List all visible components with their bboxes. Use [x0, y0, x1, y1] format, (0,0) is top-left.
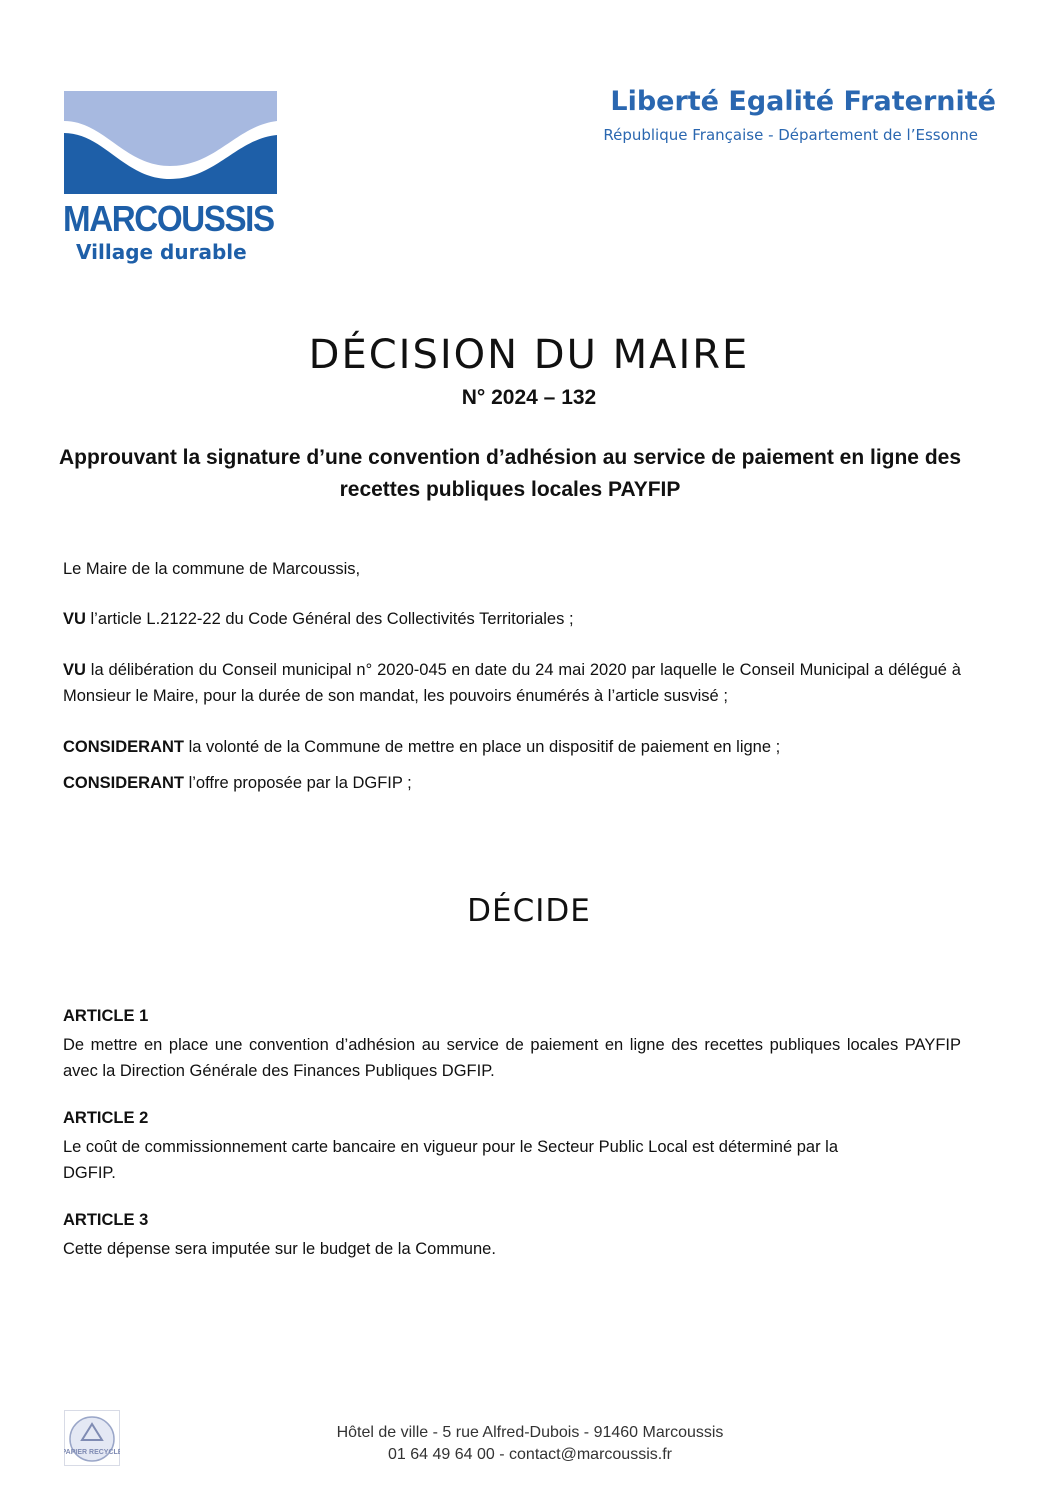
preamble-vu-1: [63, 606, 961, 632]
vu-keyword: VU: [63, 610, 86, 628]
article-2-heading: ARTICLE 2: [63, 1109, 149, 1127]
article-3-heading: ARTICLE 3: [63, 1211, 149, 1229]
considerant-keyword: CONSIDERANT: [63, 738, 185, 756]
vu-text: l’article L.2122-22 du Code Général des Collectivités Territoriales ;: [85, 610, 574, 628]
preamble-intro: Le Maire de la commune de Marcoussis,: [63, 560, 361, 578]
considerant-keyword: CONSIDERANT: [63, 774, 185, 792]
logo-tagline: Village durable: [76, 240, 247, 264]
marcoussis-logo: [63, 90, 278, 265]
considerant-text: la volonté de la Commune de mettre en place un dispositif de paiement en ligne ;: [184, 738, 781, 756]
considerant-text: l’offre proposée par la DGFIP ;: [184, 774, 412, 792]
footer-address: Hôtel de ville - 5 rue Alfred-Dubois - 91460 Marcoussis: [336, 1424, 724, 1441]
preamble-vu-2: [63, 657, 961, 709]
wave-logo-icon: [64, 91, 277, 194]
article-2-line-1: Le coût de commissionnement carte bancaire en vigueur pour le Secteur Public Local est déterminé par la: [63, 1138, 839, 1156]
vu-text: la délibération du Conseil municipal n° 2020-045 en date du 24 mai 2020 par laquelle le Conseil Municipal a délégué à Monsieur le Maire, pour la durée de son mandat, les pouvoirs énumérés à l’article susvisé ;: [63, 661, 961, 705]
preamble-considerant-1: [63, 734, 961, 760]
article-2-line-2: DGFIP.: [63, 1164, 116, 1182]
article-1-text: De mettre en place une convention d’adhésion au service de paiement en ligne des recettes publiques locales PAYFIP avec la Direction Générale des Finances Publiques DGFIP.: [63, 1036, 961, 1080]
vu-keyword: VU: [63, 661, 86, 679]
logo-name: MARCOUSSIS: [63, 198, 274, 239]
decide-heading: DÉCIDE: [467, 893, 591, 929]
republic-motto: Liberté Egalité Fraternité: [610, 86, 996, 117]
recycle-label: PAPIER RECYCLÉ: [64, 1449, 120, 1456]
article-1-heading: ARTICLE 1: [63, 1007, 149, 1025]
article-3-text: Cette dépense sera imputée sur le budget de la Commune.: [63, 1240, 496, 1258]
decision-number: N° 2024 – 132: [461, 386, 597, 409]
footer-contact: 01 64 49 64 00 - contact@marcoussis.fr: [388, 1446, 672, 1463]
republic-subtitle: République Française - Département de l’Essonne: [603, 126, 978, 144]
preamble-considerant-2: [63, 770, 961, 796]
decision-subject: Approuvant la signature d’une convention d’adhésion au service de paiement en ligne des recettes publiques locales PAYFIP: [58, 446, 962, 501]
document-title: DÉCISION DU MAIRE: [308, 332, 750, 378]
recycled-paper-icon: [64, 1410, 120, 1466]
article-2-text: [63, 1134, 961, 1186]
